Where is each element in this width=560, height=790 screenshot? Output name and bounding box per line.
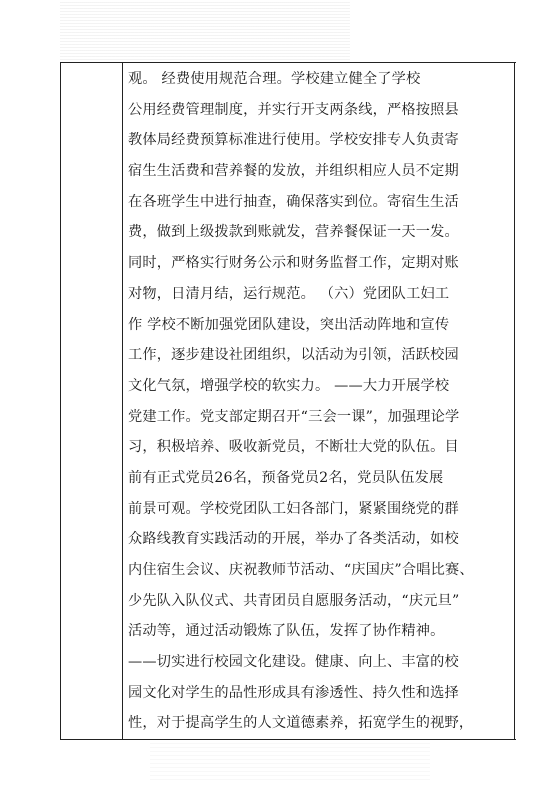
text-line: 宿生生活费和营养餐的发放，并组织相应人员不定期 xyxy=(128,163,459,180)
text-line: 工作，逐步建设社团组织，以活动为引领，活跃校园 xyxy=(128,347,459,364)
scan-noise-bottom xyxy=(150,740,430,780)
document-body xyxy=(128,64,510,739)
text-line: 作 学校不断加强党团队建设，突出活动阵地和宣传 xyxy=(128,316,450,333)
text-line: 习，积极培养、吸收新党员，不断壮大党的队伍。目 xyxy=(128,439,459,456)
text-line: 众路线教育实践活动的开展，举办了各类活动，如校 xyxy=(128,531,459,548)
text-line: 在各班学生中进行抽查，确保落实到位。寄宿生生活 xyxy=(128,193,459,210)
text-line: 同时，严格实行财务公示和财务监督工作，定期对账 xyxy=(128,255,459,272)
text-line: 内住宿生会议、庆祝教师节活动、“庆国庆”合唱比赛、 xyxy=(128,562,474,578)
text-line: 党建工作。党支部定期召开“三会一课”，加强理论学 xyxy=(128,408,460,425)
text-line: 费，做到上级拨款到账就发，营养餐保证一天一发。 xyxy=(128,224,459,241)
left-margin-rule-inner xyxy=(122,62,123,740)
text-line: 前有正式党员26名，预备党员2名，党员队伍发展 xyxy=(128,469,444,486)
scan-noise-top xyxy=(60,0,350,60)
right-margin-rule xyxy=(514,62,515,740)
text-line: 园文化对学生的品性形成具有渗透性、持久性和选择 xyxy=(128,684,459,701)
text-line: 教体局经费预算标准进行使用。学校安排专人负责寄 xyxy=(128,132,459,149)
text-line: 活动等，通过活动锻炼了队伍，发挥了协作精神。 xyxy=(128,623,445,640)
text-line: 前景可观。学校党团队工妇各部门，紧紧围绕党的群 xyxy=(128,500,459,517)
text-line: 观。 经费使用规范合理。学校建立健全了学校 xyxy=(128,71,421,87)
left-margin-rule-outer xyxy=(60,62,61,740)
text-line: 文化气氛，增强学校的软实力。 ——大力开展学校 xyxy=(128,377,450,394)
text-line: 公用经费管理制度，并实行开支两条线，严格按照县 xyxy=(128,101,459,118)
text-line: 少先队入队仪式、共青团员自愿服务活动，“庆元旦” xyxy=(128,592,460,609)
text-line: 性，对于提高学生的人文道德素养，拓宽学生的视野， xyxy=(128,715,474,732)
text-line: ——切实进行校园文化建设。健康、向上、丰富的校 xyxy=(128,654,459,671)
text-line: 对物，日清月结，运行规范。 （六）党团队工妇工 xyxy=(128,285,450,302)
